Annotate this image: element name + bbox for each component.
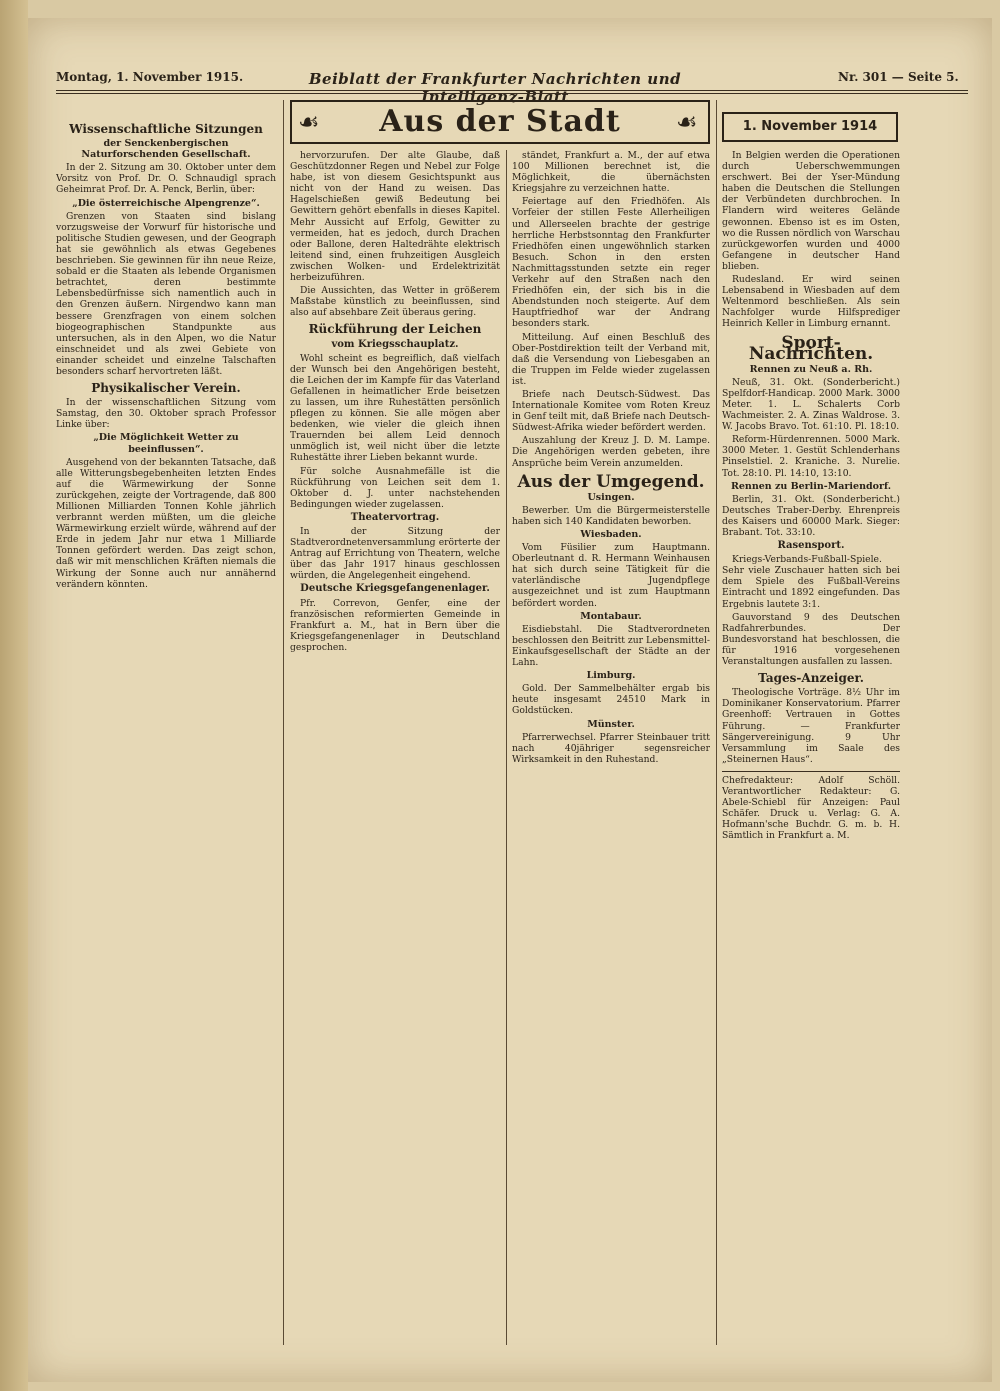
lecture-topic: „Die österreichische Alpengrenze“. [72,197,260,209]
article-paragraph: Pfr. Correvon, Genfer, eine der französischen reformierten Gemeinde in Frankfurt a. M., hat in Bern über die Kriegsgefangenenlager in Deutschland gesprochen. [290,597,500,653]
section-heading: Aus der Umgegend. [517,471,705,492]
column-rule [506,150,507,1345]
town-heading: Usingen. [587,491,635,503]
article-heading: Tages-Anzeiger. [758,671,864,686]
article-paragraph: Für solche Ausnahmefälle ist die Rückführung von Leichen seit dem 1. Oktober d. J. unter nachstehenden Bedingungen wieder zugelassen. [290,465,500,510]
article-paragraph: Berlin, 31. Okt. (Sonderbericht.) Deutsches Traber-Derby. Ehrenpreis des Kaisers und 60000 Mark. Sieger: Brabant. Tot. 33:10. [722,493,900,538]
page-number: Nr. 301 — Seite 5. [838,70,959,84]
article-paragraph: Kriegs-Verbands-Fußball-Spiele. Sehr viele Zuschauer hatten sich bei dem Spiele des Fußball-Vereins Eintracht und 1892 eingefunden. Das Ergebnis lautete 3:1. [722,554,900,610]
article-paragraph: Ausgehend von der bekannten Tatsache, daß alle Witterungsbegebenheiten letzten Endes auf die Wärmewirkung der Sonne zurückgehen, zeigte der Vortragende, daß 800 Millionen Milliarden Tonnen Kohle jährlich verbrannt werden müßten, um die gleiche Wärmewirkung erzielt würde, während auf der Erde in jedem Jahr nur etwa 1 Milliarde Tonnen gefördert werden. Das zeigt schon, daß wir mit menschlichen Kräften niemals die Wirkung der Sonne auch nur annähernd verändern könnten. [56,456,276,590]
article-paragraph: Feiertage auf den Friedhöfen. Als Vorfeier der stillen Feste Allerheiligen und Allerseelen brachte der gestrige herrliche Herbstsonntag den Frankfurter Friedhöfen einen ungewöhnlich starken Besuch. Schon in den ersten Nachmittagsstunden setzte ein reger Verkehr auf den Straßen nach den Friedhöfen ein, der sich bis in die Abendstunden noch steigerte. Auf dem Hauptfriedhof war der Andrang besonders stark. [512,196,710,330]
article-paragraph: In der wissenschaftlichen Sitzung vom Samstag, den 30. Oktober sprach Professor Linke über: [56,397,276,431]
article-paragraph: Wohl scheint es begreiflich, daß vielfach der Wunsch bei den Angehörigen besteht, die Leichen der im Kampfe für das Vaterland Gefallenen in heimatlicher Erde beisetzen zu lassen, um ihre Ruhestätten persönlich pflegen zu können. Sie alle mögen aber bedenken, wie vieler die gleich ihnen Trauernden bei allem Leid dennoch unmöglich ist, weil nicht über die letzte Ruhestätte ihrer Lieben bekannt wurde. [290,352,500,464]
article-paragraph: Eisdiebstahl. Die Stadtverordneten beschlossen den Beitritt zur Lebensmittel-Einkaufsgesellschaft der Städte an der Lahn. [512,623,710,669]
header-rule-thin [56,93,968,94]
article-paragraph: In der Sitzung der Stadtverordnetenversammlung erörterte der Antrag auf Errichtung von Theatern, welche über das Jahr 1917 hinaus geschlossen würden, die Angelegenheit eingehend. [290,526,500,582]
ornament-left-icon: ☙ [298,108,320,136]
article-heading: Wissenschaftliche Sitzungen [69,122,263,136]
article-paragraph: Gold. Der Sammelbehälter ergab bis heute insgesamt 24510 Mark in Goldstücken. [512,683,710,717]
article-paragraph: Rudesland. Er wird seinen Lebensabend in Wiesbaden auf dem Weltenmord beschließen. Als sein Nachfolger wurde Hilfsprediger Heinrich Keller in Limburg ernannt. [722,274,900,330]
ornament-right-icon: ☙ [676,108,698,136]
article-paragraph: Grenzen von Staaten sind bislang vorzugsweise der Vorwurf für historische und politische Studien gewesen, und der Geograph hat sie gewöhnlich als etwas Gegebenes beschrieben. Sie gewinnen für ihn neue Reize, sobald er die Staaten als lebende Organismen betrachtet, deren bestimmte Lebensbedürfnisse sich namentlich auch in den Grenzen äußern. Nirgendwo kann man bessere Grenzfragen von einem solchen biogeographischen Standpunkte aus untersuchen, als in den Alpen, wo die Natur einschneidet und als zwei Gebiete von einander scheidet und einzelne Talschaften besonders scharf hervortreten läßt. [56,210,276,377]
article-heading: Theatervortrag. [350,511,440,523]
article-paragraph: Vom Füsilier zum Hauptmann. Oberleutnant d. R. Hermann Weinhausen hat sich durch seine Tätigkeit für die vaterländische Jugendpflege ausgezeichnet und ist zum Hauptmann befördert worden. [512,542,710,609]
article-paragraph: ständet, Frankfurt a. M., der auf etwa 100 Millionen berechnet ist, die Möglichkeit, die übernächsten Kriegsjahre zu verzeichnen hatte. [512,150,710,195]
article-paragraph: Bewerber. Um die Bürgermeisterstelle haben sich 140 Kandidaten beworben. [512,504,710,527]
article-paragraph: Gauvorstand 9 des Deutschen Radfahrerbundes. Der Bundesvorstand hat beschlossen, die für 1916 vorgesehenen Veranstaltungen ausfallen zu lassen. [722,611,900,668]
column-2 [290,150,500,1345]
town-heading: Montabaur. [580,610,642,622]
article-paragraph: Neuß, 31. Okt. (Sonderbericht.) Spelfdorf-Handicap. 2000 Mark. 3000 Meter. 1. L. Schalerts Corb Wachmeister. 2. A. Zinas Waldrose. 3. W. Jacobs Bravo. Tot. 61:10. Pl. 18:10. [722,376,900,433]
article-paragraph: Pfarrerwechsel. Pfarrer Steinbauer tritt nach 40jähriger segensreicher Wirksamkeit in den Ruhestand. [512,731,710,765]
article-paragraph: Reform-Hürdenrennen. 5000 Mark. 3000 Meter. 1. Gestüt Schlenderhans Pinselstiel. 2. Kraniche. 3. Nurelie. Tot. 28:10. Pl. 14:10, 13:10. [722,434,900,479]
article-subheading: vom Kriegsschauplatz. [331,338,459,350]
lecture-topic: „Die Möglichkeit Wetter zu beeinflussen“. [93,432,239,455]
column-rule [283,100,284,1345]
article-paragraph: Briefe nach Deutsch-Südwest. Das Internationale Komitee vom Roten Kreuz in Genf teilt mit, daß Briefe nach Deutsch-Südwest-Afrika wieder befördert werden. [512,388,710,434]
issue-date: Montag, 1. November 1915. [56,70,244,84]
article-paragraph: Mitteilung. Auf einen Beschluß des Ober-Postdirektion teilt der Verband mit, daß die Versendung von Liebesgaben an die Truppen im Felde wieder zugelassen ist. [512,331,710,387]
article-heading: Rasensport. [777,540,845,552]
article-paragraph: hervorzurufen. Der alte Glaube, daß Geschützdonner Regen und Nebel zur Folge habe, ist von diesem Gesichtspunkt aus nicht von der Hand zu weisen. Das Hagelschießen gewiß Bedeutung bei Gewittern gehört ebenfalls in dieses Kapitel. Mehr Aussicht auf Erfolg, Gewitter zu vermeiden, hat es jedoch, durch Drachen oder Ballone, deren Haltedrähte elektrisch leitend sind, einen fruhzeitigen Ausgleich zwischen Wolken- und Erdelektrizität herbeizuführen. [290,150,500,284]
header-rule [56,90,968,91]
article-paragraph: Theologische Vorträge. 8½ Uhr im Dominikaner Konservatorium. Pfarrer Greenhoff: Vertrauen in Gottes Führung. — Frankfurter Sängervereinigung. 9 Uhr Versammlung im Saale des „Steinernen Haus“. [722,687,900,765]
column-3 [512,150,710,1345]
article-heading: Deutsche Kriegsgefangenenlager. [300,583,490,595]
article-paragraph: Die Aussichten, das Wetter in größerem Maßstabe künstlich zu beeinflussen, sind also auf absehbare Zeit überaus gering. [290,285,500,319]
race-heading: Rennen zu Neuß a. Rh. [749,363,873,375]
column-1 [56,118,276,1348]
page-spine [0,0,28,1391]
article-heading: Physikalischer Verein. [91,381,241,396]
article-paragraph: In der 2. Sitzung am 30. Oktober unter dem Vorsitz von Prof. Dr. O. Schnaudigl sprach Geheimrat Prof. Dr. A. Penck, Berlin, über: [56,162,276,196]
town-heading: Limburg. [586,670,636,682]
column-4 [722,150,900,1345]
section-heading: Sport-Nachrichten. [748,332,874,364]
imprint: Chefredakteur: Adolf Schöll. Verantwortlicher Redakteur: G. Abele-Schiebl für Anzeigen: Paul Schäfer. Druck u. Verlag: G. A. Hofmann'sche Buchdr. G. m. b. H. Sämtlich in Frankfurt a. M. [722,771,900,842]
town-heading: Wiesbaden. [580,529,642,540]
section-masthead: Aus der Stadt [379,104,621,139]
article-subheading: der Senckenbergischen Naturforschenden Gesellschaft. [81,138,251,161]
town-heading: Münster. [587,718,635,730]
article-heading: Rückführung der Leichen [308,322,482,337]
column-rule [716,100,717,1345]
article-paragraph: Auszahlung der Kreuz J. D. M. Lampe. Die Angehörigen werden gebeten, ihre Ansprüche beim Verein anzumelden. [512,435,710,469]
chronicle-date-box: 1. November 1914 [722,112,898,142]
chronicle-paragraph: In Belgien werden die Operationen durch Ueberschwemmungen erschwert. Bei der Yser-Mündung haben die Deutschen die Stellungen der Verbündeten durchbrochen. In Flandern wird weiteres Gelände gewonnen. Ebenso ist es im Osten, wo die Russen nördlich von Warschau zurückgeworfen wurden und 4000 Gefangene in deutscher Hand blieben. [722,150,900,272]
newspaper-title: Beiblatt der Frankfurter Nachrichten und Intelligenz-Blatt [308,70,682,106]
race-heading: Rennen zu Berlin-Mariendorf. [730,480,892,492]
